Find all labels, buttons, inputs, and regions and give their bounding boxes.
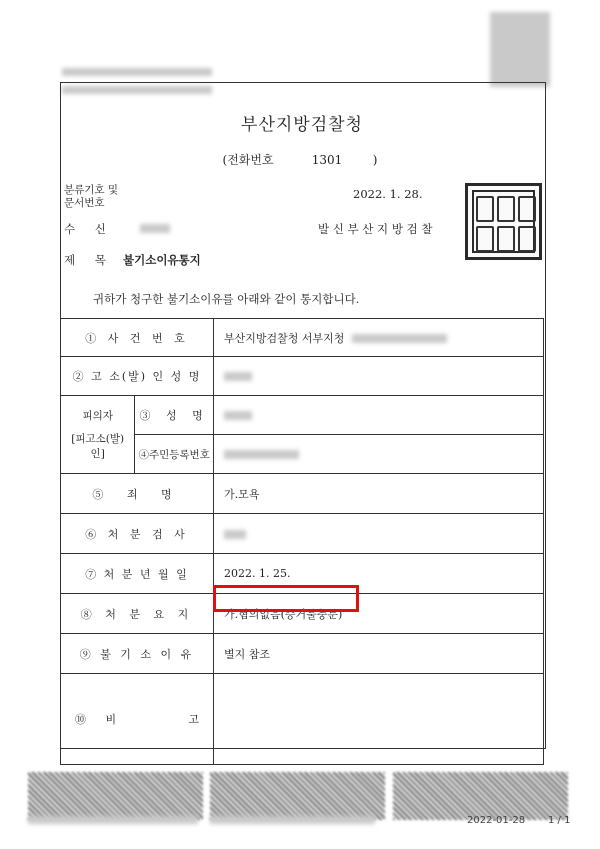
classification-label-2: 문서번호 (64, 197, 105, 209)
charge-value: 가.모욕 (214, 474, 544, 514)
suspect-group-label (61, 396, 135, 474)
subject: 불기소이유통지 (123, 253, 201, 267)
bottom-barcode-3 (393, 772, 568, 820)
table-row (61, 319, 544, 357)
table-row (61, 634, 544, 674)
table-row (61, 514, 544, 554)
highlight-box (213, 585, 359, 612)
redacted-header-line-1 (62, 68, 212, 76)
redacted-footer-text-2 (210, 816, 375, 824)
remarks-label-1: ⑩ 비 (75, 713, 125, 726)
intro-text: 귀하가 청구한 불기소이유를 아래와 같이 통지합니다. (93, 292, 360, 306)
suspect-group-label-2: [피고소(발)인] (71, 433, 125, 460)
complainant-label: ② 고 소(발) 인 성 명 (61, 357, 214, 396)
case-number-value: 부산지방검찰청 서부지청 (224, 331, 345, 345)
suspect-name-label: ③ 성 명 (135, 396, 214, 435)
remarks-label-2: 고 (188, 713, 199, 726)
remarks-value (214, 674, 544, 765)
reason-label: ⑨ 불 기 소 이 유 (61, 634, 214, 674)
disposition-label: ⑧ 처 분 요 지 (61, 594, 214, 634)
phone-line (0, 151, 600, 168)
suspect-group-label-1: 피의자 (82, 410, 113, 422)
table-row (61, 674, 544, 765)
case-number-redacted (352, 334, 447, 343)
page-title: 부산지방검찰청 (241, 115, 363, 135)
prosecutor-cell (214, 514, 544, 554)
official-seal (465, 183, 542, 260)
phone-close: ) (372, 153, 378, 167)
footer-date: 2022-01-28 (467, 815, 526, 826)
sender: 발 신 부 산 지 방 검 찰 (318, 222, 433, 236)
footer-page: 1 / 1 (548, 815, 571, 826)
disposition-date-value: 2022. 1. 25. (214, 554, 544, 594)
disposition-date-label: ⑦ 처 분 년 월 일 (61, 554, 214, 594)
charge-label: ⑤ 죄 명 (61, 474, 214, 514)
redacted-stamp-top-right (490, 12, 550, 87)
table-row (61, 474, 544, 514)
suspect-id-cell (214, 435, 544, 474)
bottom-barcode-1 (28, 772, 203, 820)
case-number-label: ① 사 건 번 호 (61, 319, 214, 357)
suspect-name-cell (214, 396, 544, 435)
recipient-redacted (140, 224, 170, 233)
subject-label: 제 목 (64, 253, 114, 267)
suspect-id-redacted (224, 450, 299, 459)
suspect-id-label: ④주민등록번호 (135, 435, 214, 474)
reason-value: 별지 참조 (214, 634, 544, 674)
classification-label-1: 분류기호 및 (64, 184, 119, 196)
redacted-footer-text-1 (28, 816, 198, 824)
complainant-redacted (224, 372, 252, 381)
case-number-cell (214, 319, 544, 357)
complainant-cell (214, 357, 544, 396)
phone-label: (전화번호 (222, 153, 274, 167)
document-date: 2022. 1. 28. (353, 187, 423, 201)
prosecutor-redacted (224, 530, 246, 539)
disposition-value: 가.혐의없음(증거불충분) (214, 594, 544, 634)
phone-number: 1301 (311, 153, 343, 167)
table-row (61, 357, 544, 396)
table-row (61, 396, 544, 435)
bottom-barcode-2 (210, 772, 385, 820)
prosecutor-label: ⑥ 처 분 검 사 (61, 514, 214, 554)
remarks-label (61, 674, 214, 765)
notice-table (60, 318, 544, 765)
suspect-name-redacted (224, 411, 252, 420)
recipient-label: 수 신 (64, 222, 114, 236)
